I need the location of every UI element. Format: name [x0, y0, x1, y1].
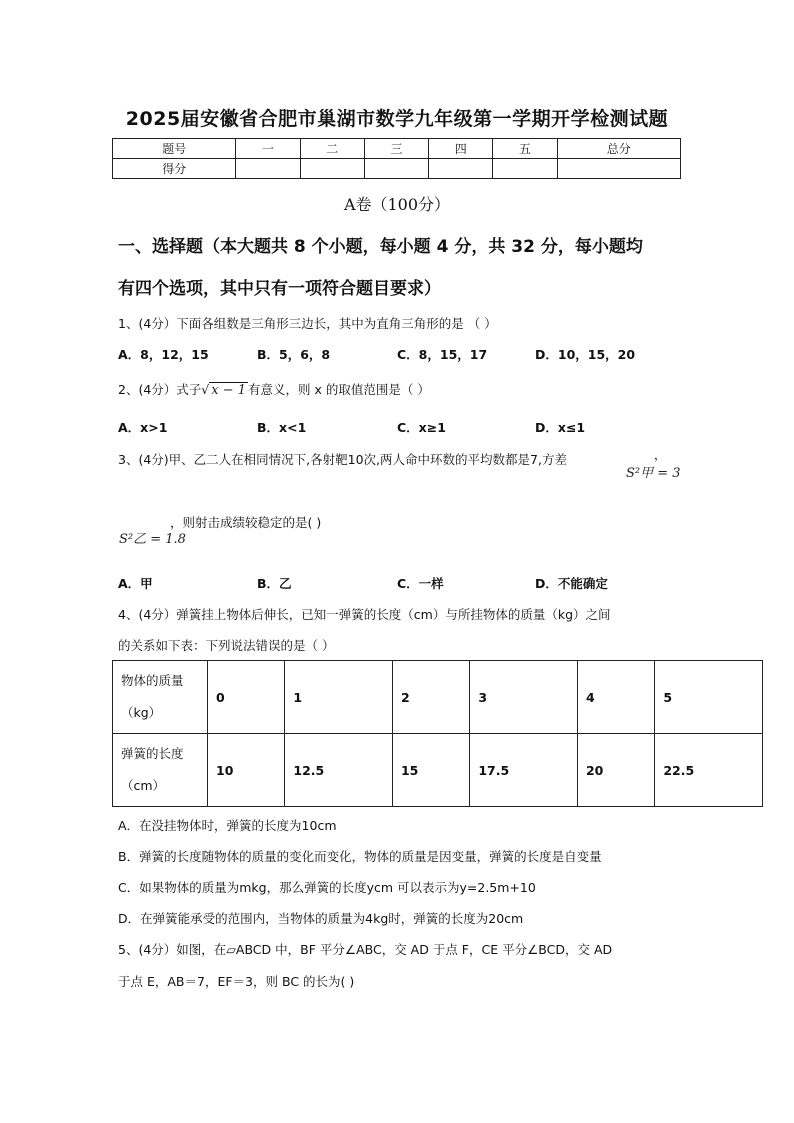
score-header-cell: 题号	[113, 139, 236, 159]
q4-option-d: D．在弹簧能承受的范围内，当物体的质量为4kg时，弹簧的长度为20cm	[118, 911, 524, 926]
table-cell: 12.5	[285, 734, 393, 807]
variance-formula-jia: S²甲 = 3	[626, 466, 681, 481]
question-5-line2: 于点 E，AB＝7，EF＝3，则 BC 的长为( )	[118, 974, 355, 989]
q1-option-a: A．8，12，15	[118, 347, 209, 362]
q2-option-b: B．x<1	[257, 420, 307, 435]
score-header-cell: 总分	[557, 139, 680, 159]
score-cell	[493, 159, 557, 179]
score-row-label: 得分	[113, 159, 236, 179]
score-cell	[300, 159, 364, 179]
spring-row-label	[113, 661, 208, 734]
score-cell	[236, 159, 300, 179]
score-header-cell: 二	[300, 139, 364, 159]
q3-option-d: D．不能确定	[535, 576, 608, 591]
q1-option-b: B．5，6，8	[257, 347, 331, 362]
question-4-line2: 的关系如下表：下列说法错误的是（ ）	[118, 638, 335, 653]
score-table	[112, 138, 681, 179]
score-header-row	[113, 139, 681, 159]
q4-option-c: C．如果物体的质量为mkg，那么弹簧的长度ycm 可以表示为y=2.5m+10	[118, 880, 536, 895]
page-title: 2025届安徽省合肥市巢湖市数学九年级第一学期开学检测试题	[125, 108, 669, 130]
q1-option-d: D．10，15，20	[535, 347, 636, 362]
q3-comma: ，	[654, 448, 667, 462]
score-row	[113, 159, 681, 179]
score-header-cell: 一	[236, 139, 300, 159]
table-cell: 15	[392, 734, 469, 807]
q2-option-c: C．x≥1	[397, 420, 446, 435]
spring-row-length	[113, 734, 763, 807]
section-heading-line1: 一、选择题（本大题共 8 个小题，每小题 4 分，共 32 分，每小题均	[118, 237, 643, 257]
section-heading-line2: 有四个选项，其中只有一项符合题目要求）	[118, 279, 441, 299]
table-cell: 22.5	[655, 734, 763, 807]
q3-option-b: B．乙	[257, 576, 292, 591]
q2-option-a: A．x>1	[118, 420, 168, 435]
row-label-line: （kg）	[121, 705, 162, 720]
spring-table	[112, 660, 763, 807]
section-title: A卷（100分）	[343, 195, 451, 214]
table-cell: 4	[577, 661, 654, 734]
q2-option-d: D．x≤1	[535, 420, 586, 435]
q2-radicand: x − 1	[211, 383, 247, 398]
question-5-line1: 5、(4分）如图，在▱ABCD 中，BF 平分∠ABC，交 AD 于点 F，CE 平分∠BCD，交 AD	[118, 942, 613, 957]
table-cell: 17.5	[470, 734, 578, 807]
q4-option-a: A．在没挂物体时，弹簧的长度为10cm	[118, 818, 337, 833]
question-2	[118, 380, 430, 398]
q1-option-c: C．8，15，17	[397, 347, 488, 362]
table-cell: 1	[285, 661, 393, 734]
spring-row-label	[113, 734, 208, 807]
q3-option-a: A．甲	[118, 576, 153, 591]
score-header-cell: 三	[364, 139, 428, 159]
question-4-line1: 4、(4分）弹簧挂上物体后伸长，已知一弹簧的长度（cm）与所挂物体的质量（kg）之间	[118, 607, 611, 622]
question-3: 3、(4分)甲、乙二人在相同情况下,各射靶10次,两人命中环数的平均数都是7,方差	[118, 452, 567, 467]
question-1: 1、(4分）下面各组数是三角形三边长，其中为直角三角形的是 （ ）	[118, 316, 497, 331]
row-label-line: 物体的质量	[121, 673, 184, 688]
sqrt-sign: √	[201, 382, 210, 397]
score-cell	[429, 159, 493, 179]
table-cell: 0	[208, 661, 285, 734]
table-cell: 3	[470, 661, 578, 734]
q2-suffix: 有意义，则 x 的取值范围是（ ）	[248, 382, 430, 397]
score-cell	[364, 159, 428, 179]
row-label-line: 弹簧的长度	[121, 746, 184, 761]
score-cell	[557, 159, 680, 179]
variance-formula-yi: S²乙 = 1.8	[119, 532, 186, 547]
table-cell: 2	[392, 661, 469, 734]
q3-option-c: C．一样	[397, 576, 444, 591]
table-cell: 20	[577, 734, 654, 807]
row-label-line: （cm）	[121, 778, 166, 793]
score-header-cell: 五	[493, 139, 557, 159]
spring-row-mass	[113, 661, 763, 734]
table-cell: 5	[655, 661, 763, 734]
q2-prefix: 2、(4分）式子	[118, 382, 202, 397]
table-cell: 10	[208, 734, 285, 807]
score-header-cell: 四	[429, 139, 493, 159]
q4-option-b: B．弹簧的长度随物体的质量的变化而变化，物体的质量是因变量，弹簧的长度是自变量	[118, 849, 602, 864]
question-3-line2: ，则射击成绩较稳定的是( )	[170, 515, 322, 530]
